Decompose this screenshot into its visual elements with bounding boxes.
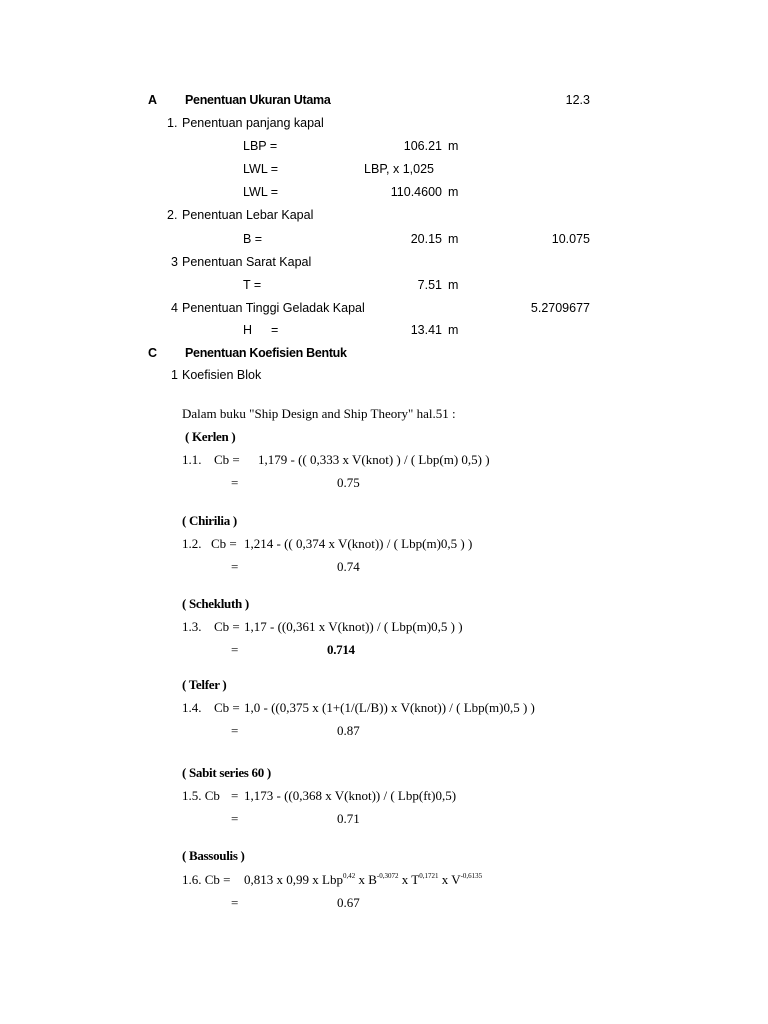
section-a-side-value: 12.3 xyxy=(565,93,590,107)
item-4-number: 4 xyxy=(171,301,178,315)
exponent: -0,6135 xyxy=(460,872,483,880)
t-value: 7.51 xyxy=(417,278,442,292)
formula-part: x B xyxy=(355,872,377,887)
method-name: ( Kerlen ) xyxy=(185,429,236,444)
method-result: 0.74 xyxy=(337,559,360,574)
b-value: 20.15 xyxy=(410,232,442,246)
method-name: ( Schekluth ) xyxy=(182,596,249,611)
t-unit: m xyxy=(448,278,459,292)
method-result: 0.71 xyxy=(337,811,360,826)
method-result: 0.67 xyxy=(337,895,360,910)
equals-sign: = xyxy=(231,811,239,826)
item-3-title: Penentuan Sarat Kapal xyxy=(182,255,312,269)
method-formula xyxy=(244,872,482,888)
exponent: 0,1721 xyxy=(419,872,439,880)
equals-sign: = xyxy=(231,895,239,910)
cb-label: Cb = xyxy=(211,536,237,551)
method-number: 1.4. xyxy=(182,700,202,715)
b-unit: m xyxy=(448,232,459,246)
t-label: T = xyxy=(243,278,262,292)
lbp-unit: m xyxy=(448,139,459,153)
lbp-value: 106.21 xyxy=(403,139,442,153)
method-name: ( Sabit series 60 ) xyxy=(182,765,271,780)
lwl-label: LWL = xyxy=(243,185,279,199)
reference-intro: Dalam buku "Ship Design and Ship Theory" hal.51 : xyxy=(182,406,456,421)
item-2-number: 2. xyxy=(167,208,178,222)
section-a-letter: A xyxy=(148,93,157,107)
formula-part: x V xyxy=(438,872,461,887)
lbp-label: LBP = xyxy=(243,139,278,153)
lwl-unit: m xyxy=(448,185,459,199)
section-c-letter: C xyxy=(148,346,157,360)
method-number: 1.6. Cb = xyxy=(182,872,231,887)
item-1-number: 1. xyxy=(167,116,178,130)
h-unit: m xyxy=(448,323,459,337)
b-side-value: 10.075 xyxy=(551,232,590,246)
item-3-number: 3 xyxy=(171,255,178,269)
method-number: 1.5. Cb xyxy=(182,788,220,803)
method-name: ( Telfer ) xyxy=(182,677,227,692)
method-name: ( Chirilia ) xyxy=(182,513,237,528)
cb-label: Cb = xyxy=(214,452,240,467)
lwl-formula: LBP, x 1,025 xyxy=(364,162,434,176)
cb-label: Cb = xyxy=(214,700,240,715)
method-name: ( Bassoulis ) xyxy=(182,848,245,863)
method-result: 0.75 xyxy=(337,475,360,490)
item-2-title: Penentuan Lebar Kapal xyxy=(182,208,314,222)
method-result: 0.714 xyxy=(327,642,355,657)
method-number: 1.3. xyxy=(182,619,202,634)
lwl-value: 110.4600 xyxy=(390,185,442,199)
method-formula: 1,214 - (( 0,374 x V(knot)) / ( Lbp(m)0,5 ) ) xyxy=(244,536,473,551)
method-number: 1.2. xyxy=(182,536,202,551)
exponent: 0,42 xyxy=(342,872,356,880)
method-formula: 1,173 - ((0,368 x V(knot)) / ( Lbp(ft)0,5) xyxy=(244,788,457,803)
method-number: 1.1. xyxy=(182,452,202,467)
h-label: H xyxy=(243,323,253,337)
c-item-1-title: Koefisien Blok xyxy=(182,368,262,382)
method-formula: 1,179 - (( 0,333 x V(knot) ) / ( Lbp(m) 0,5) ) xyxy=(258,452,490,467)
section-a-title: Penentuan Ukuran Utama xyxy=(185,93,331,107)
equals-sign: = xyxy=(231,559,239,574)
b-label: B = xyxy=(243,232,263,246)
equals-sign: = xyxy=(231,475,239,490)
item-4-title: Penentuan Tinggi Geladak Kapal xyxy=(182,301,365,315)
formula-part: 0,813 x 0,99 x Lbp xyxy=(244,872,343,887)
c-item-1-number: 1 xyxy=(171,368,178,382)
equals-sign: = xyxy=(231,723,239,738)
method-formula: 1,17 - ((0,361 x V(knot)) / ( Lbp(m)0,5 ) ) xyxy=(244,619,463,634)
item-1-title: Penentuan panjang kapal xyxy=(182,116,324,130)
item-4-side-value: 5.2709677 xyxy=(530,301,590,315)
lwl-formula-label: LWL = xyxy=(243,162,279,176)
cb-equals: = xyxy=(231,788,239,803)
exponent: -0,3072 xyxy=(376,872,399,880)
formula-part: x T xyxy=(398,872,420,887)
section-c-title: Penentuan Koefisien Bentuk xyxy=(185,346,347,360)
cb-label: Cb = xyxy=(214,619,240,634)
method-formula: 1,0 - ((0,375 x (1+(1/(L/B)) x V(knot)) / ( Lbp(m)0,5 ) ) xyxy=(244,700,535,715)
h-value: 13.41 xyxy=(410,323,442,337)
h-equals: = xyxy=(271,323,279,337)
method-result: 0.87 xyxy=(337,723,360,738)
equals-sign: = xyxy=(231,642,239,657)
